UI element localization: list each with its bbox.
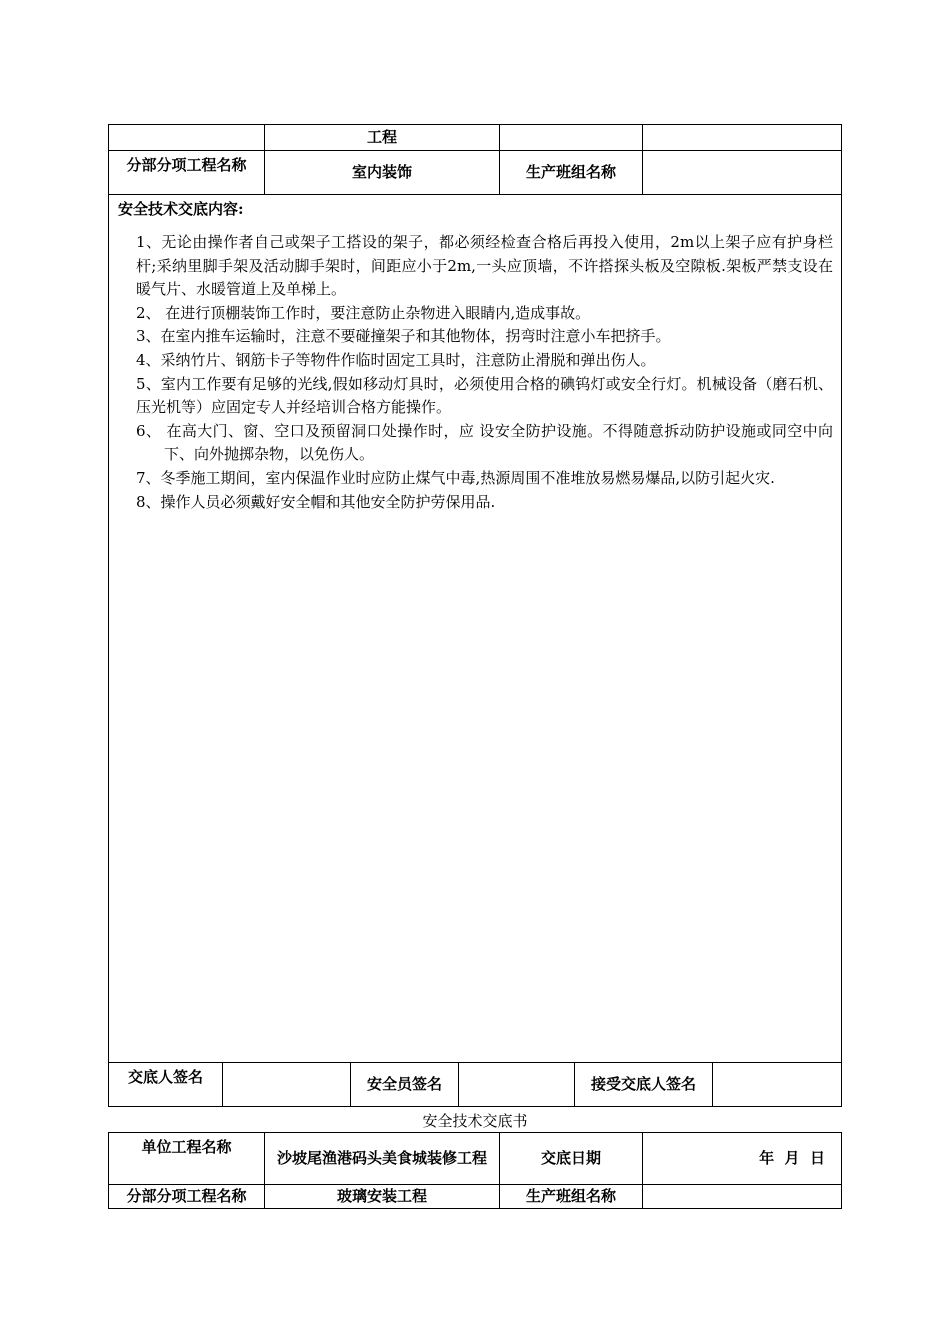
content-item: 7、冬季施工期间，室内保温作业时应防止煤气中毒,热源周围不准堆放易燃易爆品,以防引起火灾. bbox=[136, 468, 775, 487]
content-heading: 安全技术交底内容: bbox=[118, 200, 244, 218]
receiver-signature-label: 接受交底人签名 bbox=[590, 1075, 696, 1093]
content-item: 3、在室内推车运输时，注意不要碰撞架子和其他物体，拐弯时注意小车把挤手。 bbox=[136, 327, 671, 346]
content-item: 6、 在高大门、窗、空口及预留洞口处操作时，应 设安全防护设施。不得随意拆动防护设施或同空中向下、向外抛掷杂物，以免伤人。 bbox=[136, 421, 833, 464]
team-label-2: 生产班组名称 bbox=[525, 1187, 616, 1205]
sub-project-label-2: 分部分项工程名称 bbox=[126, 1187, 247, 1205]
document-title: 安全技术交底书 bbox=[422, 1112, 528, 1130]
sub-project-label: 分部分项工程名称 bbox=[126, 156, 247, 174]
safety-content bbox=[136, 231, 833, 514]
content-item: 8、操作人员必须戴好安全帽和其他安全防护劳保用品. bbox=[136, 492, 496, 511]
discloser-signature-field[interactable] bbox=[223, 1063, 350, 1106]
disclosure-date-value: 年 月 日 bbox=[759, 1149, 825, 1167]
content-item: 1、无论由操作者自己或架子工搭设的架子，都必须经检查合格后再投入使用，2m以上架子应有护身栏杆;采纳里脚手架及活动脚手架时，间距应小于2m,一头应顶墙，不许搭探头板及空隙板.架板严禁支设在暖气片、水暖管道上及单梯上。 bbox=[136, 233, 833, 299]
safety-officer-signature-field[interactable] bbox=[459, 1063, 574, 1106]
team-value-2 bbox=[643, 1185, 841, 1208]
unit-project-value: 沙坡尾渔港码头美食城装修工程 bbox=[276, 1149, 487, 1167]
project-name-suffix: 工程 bbox=[366, 128, 397, 146]
discloser-signature-label: 交底人签名 bbox=[127, 1068, 203, 1086]
content-item: 2、 在进行顶棚装饰工作时，要注意防止杂物进入眼睛内,造成事故。 bbox=[136, 303, 591, 322]
team-label: 生产班组名称 bbox=[525, 163, 616, 181]
receiver-signature-field[interactable] bbox=[713, 1063, 841, 1106]
sub-project-value-2: 玻璃安装工程 bbox=[336, 1187, 427, 1205]
sub-project-value: 室内装饰 bbox=[351, 163, 412, 181]
safety-officer-signature-label: 安全员签名 bbox=[366, 1075, 442, 1093]
team-value bbox=[643, 151, 841, 194]
unit-project-label: 单位工程名称 bbox=[141, 1138, 232, 1156]
disclosure-date-label: 交底日期 bbox=[540, 1149, 601, 1167]
content-item: 5、室内工作要有足够的光线,假如移动灯具时，必须使用合格的碘钨灯或安全行灯。机械设备（磨石机、压光机等）应固定专人并经培训合格方能操作。 bbox=[136, 374, 833, 417]
content-item: 4、采纳竹片、钢筋卡子等物件作临时固定工具时，注意防止滑脱和弹出伤人。 bbox=[136, 350, 656, 369]
